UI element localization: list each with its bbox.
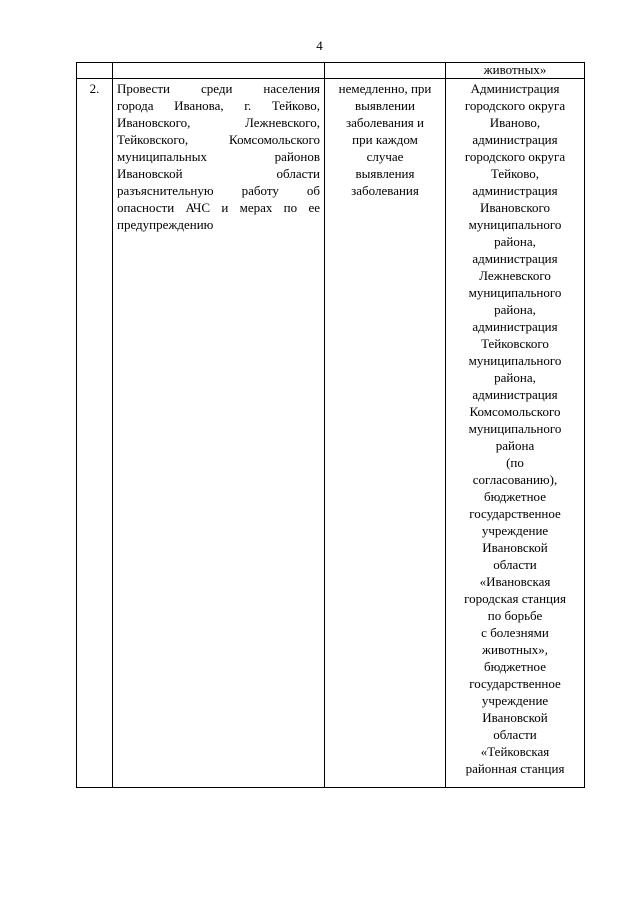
- responsible-line: муниципального: [468, 217, 562, 232]
- continuation-cell-responsible: [446, 63, 585, 79]
- action-line: опасности АЧС и мерах по ее: [117, 200, 320, 215]
- term-line: выявления: [355, 166, 415, 181]
- item-number-cell: [77, 79, 113, 788]
- responsible-line: (по: [506, 455, 524, 470]
- responsible-line: Администрация: [470, 81, 560, 96]
- table-row-item-2: [77, 79, 585, 788]
- responsible-line: Ивановской: [482, 540, 548, 555]
- item-action-cell: [113, 79, 325, 788]
- page-number: 4: [316, 38, 323, 53]
- action-line: Провести среди населения: [117, 81, 320, 96]
- responsible-line: области: [493, 727, 537, 742]
- responsible-line: Ивановской: [482, 710, 548, 725]
- continuation-cell-number: [77, 63, 113, 79]
- responsible-line: области: [493, 557, 537, 572]
- responsible-line: Ивановского: [479, 200, 551, 215]
- responsible-line: «Ивановская: [479, 574, 551, 589]
- term-line: выявлении: [355, 98, 415, 113]
- action-line: города Иванова, г. Тейково,: [117, 98, 320, 113]
- item-responsible-cell: [446, 79, 585, 788]
- responsible-line: района,: [494, 370, 536, 385]
- continuation-cell-term: [325, 63, 446, 79]
- action-line: разъяснительную работу об: [117, 183, 320, 198]
- responsible-line: районная станция: [465, 761, 565, 776]
- responsible-line: «Тейковская: [480, 744, 550, 759]
- responsible-line: согласованию),: [472, 472, 558, 487]
- term-line: заболевания: [351, 183, 419, 198]
- continuation-cell-action: [113, 63, 325, 79]
- term-line: заболевания и: [346, 115, 424, 130]
- term-line: при каждом: [352, 132, 418, 147]
- responsible-line: района,: [494, 302, 536, 317]
- responsible-line: района,: [494, 234, 536, 249]
- responsible-line: государственное: [469, 676, 561, 691]
- responsible-line: бюджетное: [484, 489, 546, 504]
- responsible-line: Тейковского: [481, 336, 549, 351]
- action-line: предупреждению: [117, 217, 214, 232]
- responsible-line: городского округа: [464, 149, 566, 164]
- action-line: Ивановской области: [117, 166, 320, 181]
- action-line: Ивановского, Лежневского,: [117, 115, 320, 130]
- responsible-line: учреждение: [481, 523, 549, 538]
- responsible-tail-text: животных»: [483, 62, 547, 77]
- item-term-cell: [325, 79, 446, 788]
- item-number: 2.: [89, 81, 100, 96]
- responsible-line: с болезнями: [481, 625, 549, 640]
- responsible-line: администрация: [472, 183, 558, 198]
- table-row-continuation: [77, 63, 585, 79]
- responsible-line: бюджетное: [484, 659, 546, 674]
- term-line: случае: [366, 149, 404, 164]
- action-line: Тейковского, Комсомольского: [117, 132, 320, 147]
- responsible-line: администрация: [472, 319, 558, 334]
- responsible-line: муниципального: [468, 285, 562, 300]
- responsible-line: животных»,: [482, 642, 548, 657]
- responsible-line: муниципального: [468, 421, 562, 436]
- action-line: муниципальных районов: [117, 149, 320, 164]
- responsible-line: Лежневского: [479, 268, 551, 283]
- term-line: немедленно, при: [338, 81, 432, 96]
- measures-table: [76, 62, 585, 788]
- responsible-line: Иваново,: [489, 115, 541, 130]
- responsible-line: администрация: [472, 387, 558, 402]
- responsible-line: администрация: [472, 251, 558, 266]
- responsible-line: государственное: [469, 506, 561, 521]
- responsible-line: Комсомольского: [469, 404, 561, 419]
- responsible-line: Тейково,: [490, 166, 540, 181]
- responsible-line: администрация: [472, 132, 558, 147]
- responsible-line: учреждение: [481, 693, 549, 708]
- responsible-line: муниципального: [468, 353, 562, 368]
- responsible-line: по борьбе: [487, 608, 543, 623]
- responsible-line: района: [495, 438, 535, 453]
- responsible-line: городского округа: [464, 98, 566, 113]
- responsible-line: городская станция: [464, 591, 566, 606]
